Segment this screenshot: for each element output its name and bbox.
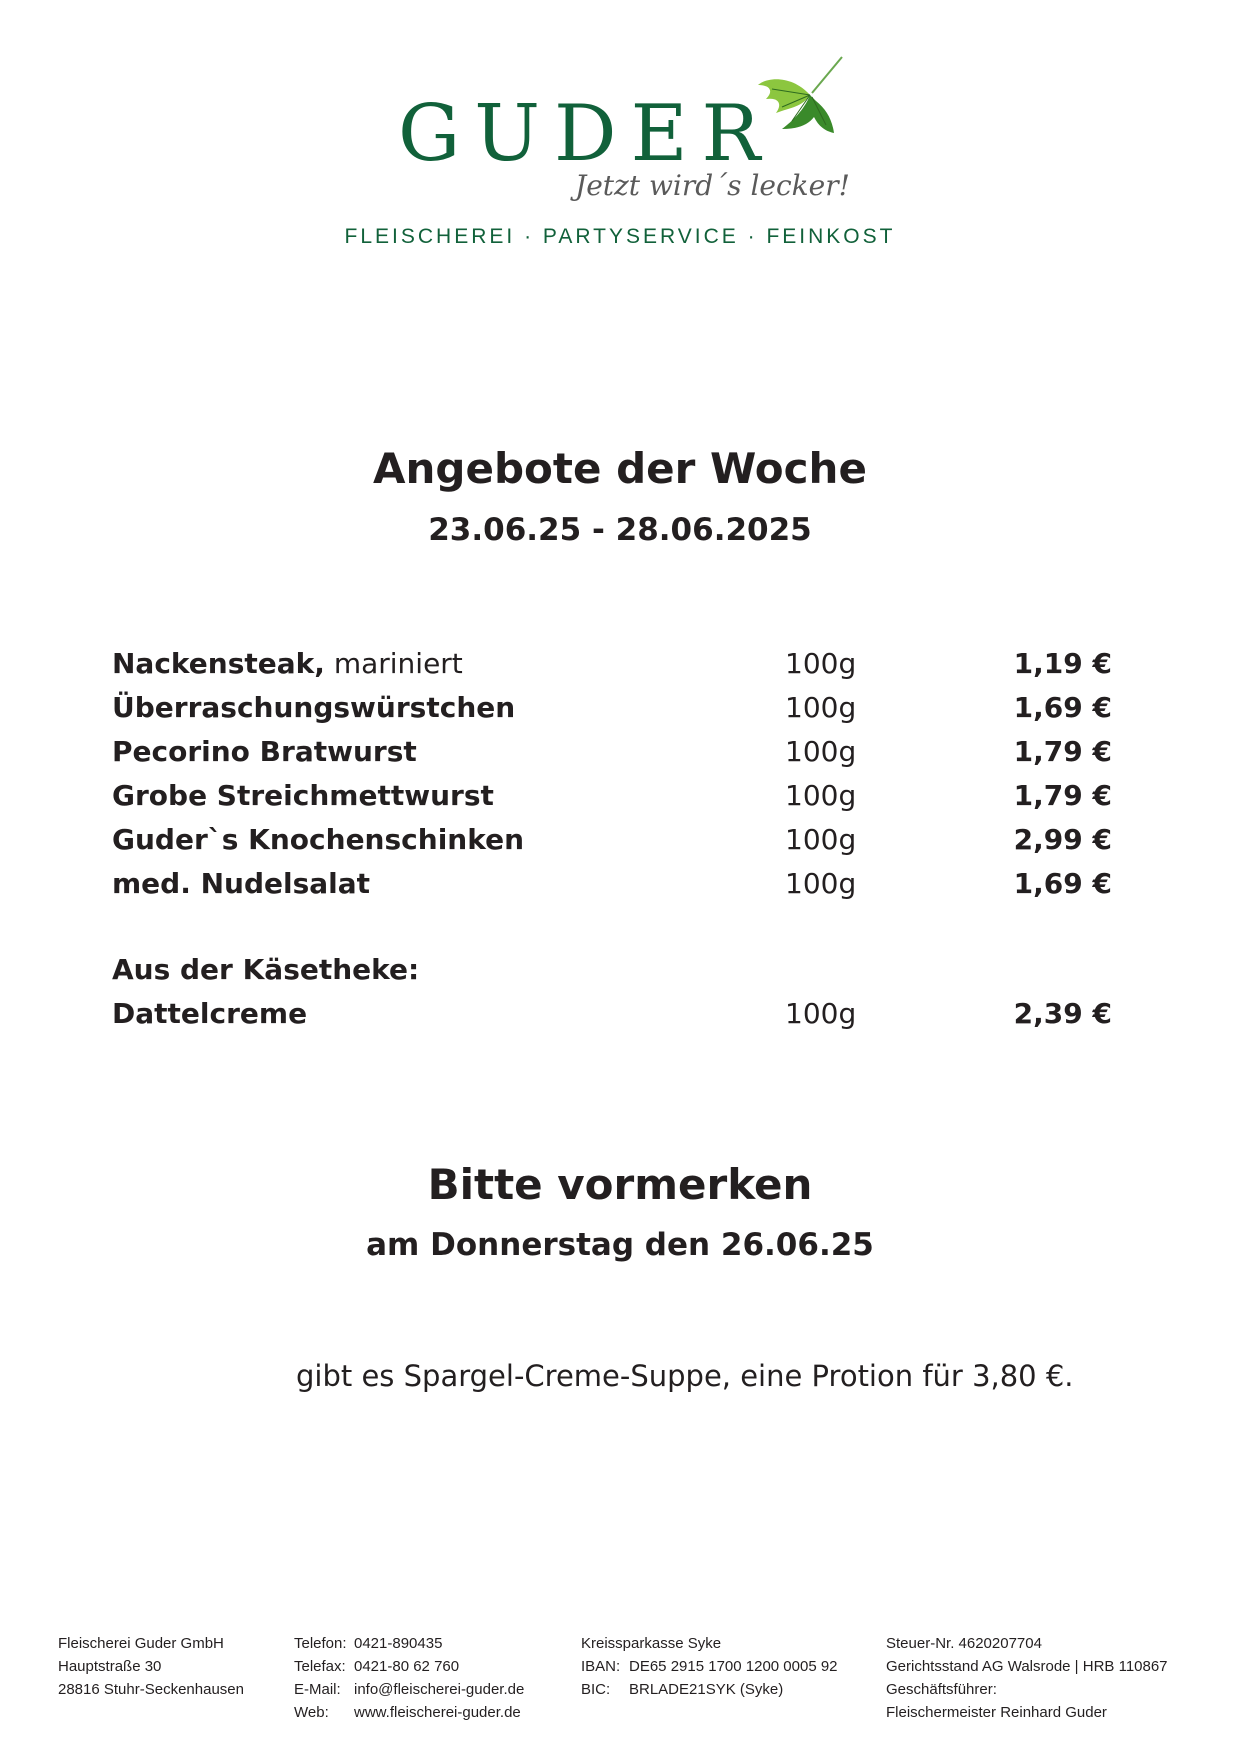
- offer-name: med. Nudelsalat: [112, 867, 371, 900]
- brand-tagline: FLEISCHEREI · PARTYSERVICE · FEINKOST: [344, 225, 896, 248]
- company-name: Fleischerei Guder GmbH: [58, 1635, 224, 1652]
- offer-name: Überraschungswürstchen: [112, 691, 516, 724]
- notice-subtitle: am Donnerstag den 26.06.25: [366, 1227, 874, 1263]
- offer-price: 1,19 €: [1013, 647, 1112, 680]
- ceo-label: Geschäftsführer:: [886, 1681, 997, 1698]
- offer-unit: 100g: [785, 867, 857, 900]
- bic-value: BRLADE21SYK (Syke): [629, 1681, 784, 1698]
- cheese-section-label: Aus der Käsetheke:: [112, 953, 420, 986]
- offer-price: 1,79 €: [1013, 779, 1112, 812]
- bank-name: Kreissparkasse Syke: [581, 1635, 722, 1652]
- fax-number: 0421-80 62 760: [354, 1658, 460, 1675]
- offer-name: Guder`s Knochenschinken: [112, 823, 525, 856]
- notice-text: gibt es Spargel-Creme-Suppe, eine Protion für 3,80 €.: [296, 1359, 1074, 1393]
- parsley-leaf-icon: [752, 55, 847, 135]
- offer-row: [112, 732, 1112, 772]
- footer-company: [58, 1632, 244, 1701]
- brand-slogan: Jetzt wird´s lecker!: [575, 169, 850, 202]
- ceo-name: Fleischermeister Reinhard Guder: [886, 1704, 1107, 1721]
- offer-row: [112, 820, 1112, 860]
- offer-row: [112, 864, 1112, 904]
- brand-logo-text: GUDER: [398, 89, 775, 179]
- offer-price: 1,79 €: [1013, 735, 1112, 768]
- offer-unit: 100g: [785, 779, 857, 812]
- offer-unit: 100g: [785, 647, 857, 680]
- phone-label: Telefon:: [294, 1635, 347, 1652]
- offer-row: [112, 776, 1112, 816]
- web-label: Web:: [294, 1704, 329, 1721]
- offer-name-addon: mariniert: [324, 647, 463, 680]
- offer-unit: 100g: [785, 997, 857, 1030]
- phone-number: 0421-890435: [354, 1635, 443, 1652]
- company-street: Hauptstraße 30: [58, 1658, 162, 1675]
- email-link[interactable]: info@fleischerei-guder.de: [354, 1681, 525, 1698]
- offer-price: 2,39 €: [1013, 997, 1112, 1030]
- footer-bank: [581, 1632, 838, 1701]
- iban-value: DE65 2915 1700 1200 0005 92: [629, 1658, 838, 1675]
- footer-legal: [886, 1632, 1168, 1724]
- offer-row: [112, 688, 1112, 728]
- tax-number: Steuer-Nr. 4620207704: [886, 1635, 1042, 1652]
- offer-price: 1,69 €: [1013, 867, 1112, 900]
- email-label: E-Mail:: [294, 1681, 341, 1698]
- footer-contact: [294, 1632, 524, 1724]
- offers-title: Angebote der Woche: [373, 444, 867, 493]
- offer-unit: 100g: [785, 735, 857, 768]
- offer-row: [112, 994, 1112, 1034]
- iban-label: IBAN:: [581, 1658, 621, 1675]
- offers-date-range: 23.06.25 - 28.06.2025: [428, 512, 812, 548]
- offer-name: Nackensteak, mariniert: [112, 647, 463, 680]
- offer-row: [112, 644, 1112, 684]
- offer-name: Grobe Streichmettwurst: [112, 779, 494, 812]
- company-city: 28816 Stuhr-Seckenhausen: [58, 1681, 244, 1698]
- offer-price: 1,69 €: [1013, 691, 1112, 724]
- offer-name: Pecorino Bratwurst: [112, 735, 417, 768]
- court-registry: Gerichtsstand AG Walsrode | HRB 110867: [886, 1658, 1168, 1675]
- offer-name: Dattelcreme: [112, 997, 308, 1030]
- offer-unit: 100g: [785, 691, 857, 724]
- web-link[interactable]: www.fleischerei-guder.de: [354, 1704, 521, 1721]
- offer-price: 2,99 €: [1013, 823, 1112, 856]
- fax-label: Telefax:: [294, 1658, 346, 1675]
- bic-label: BIC:: [581, 1681, 611, 1698]
- offer-unit: 100g: [785, 823, 857, 856]
- notice-title: Bitte vormerken: [427, 1160, 813, 1209]
